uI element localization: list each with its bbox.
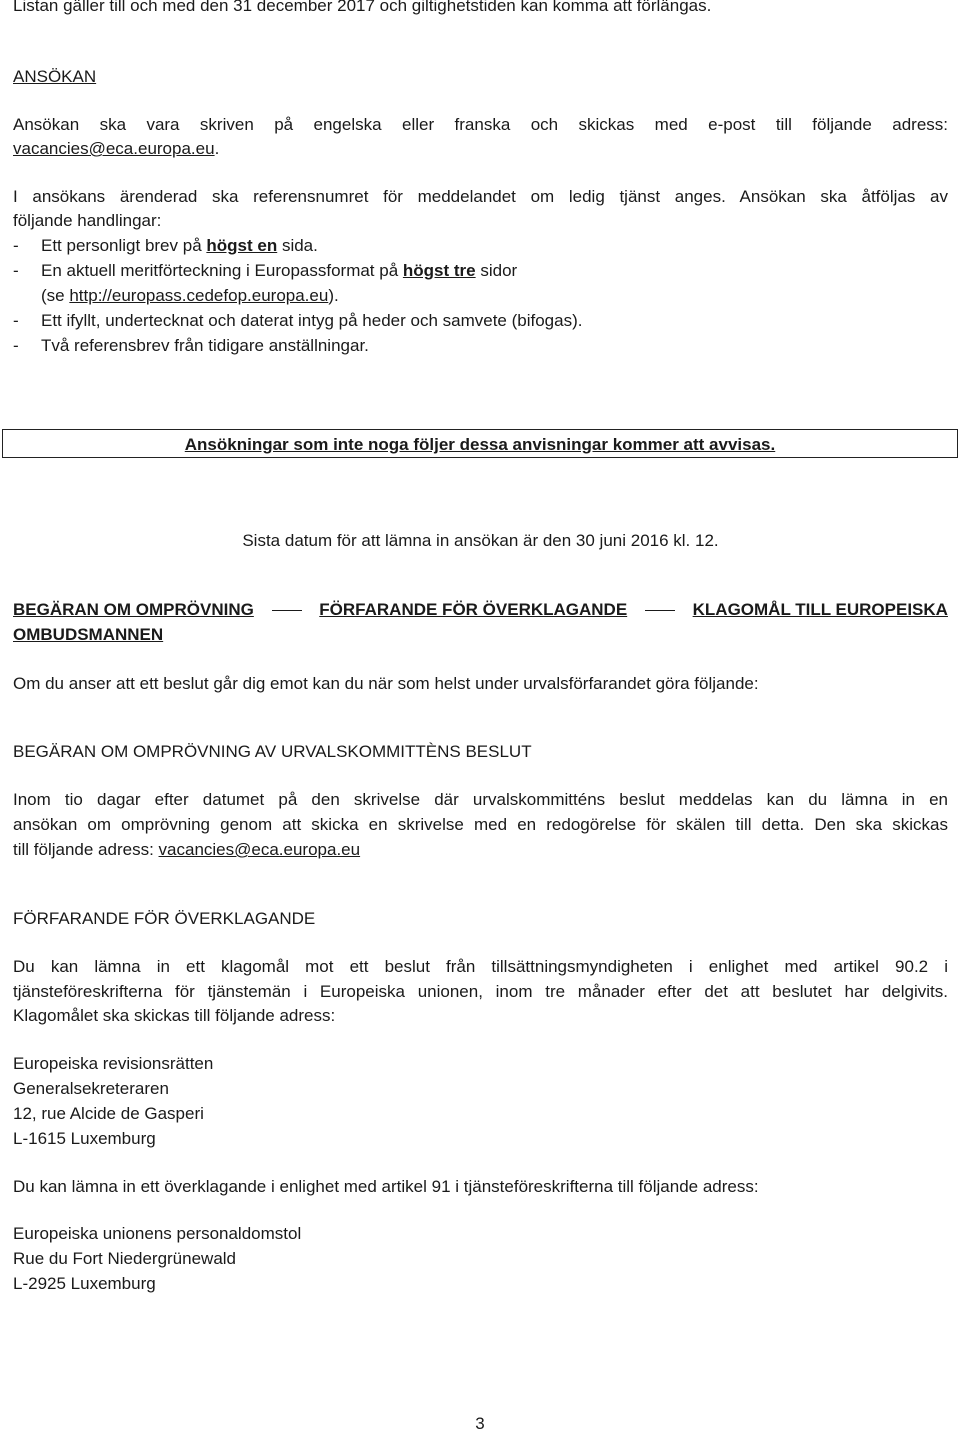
omprovning-line2: ansökan om omprövning genom att skicka en skrivelse med en redogörelse för skälen till detta. Den ska skickas	[13, 815, 948, 834]
europass-link[interactable]: http://europass.cedefop.europa.eu	[69, 286, 329, 305]
omprovning-line1: Inom tio dagar efter datumet på den skrivelse där urvalskommitténs beslut meddelas kan du lämna in en	[13, 790, 948, 809]
list-bullet: -	[13, 336, 19, 355]
omprovning-heading: BEGÄRAN OM OMPRÖVNING AV URVALSKOMMITTÈNS BESLUT	[13, 742, 532, 761]
address-line: 12, rue Alcide de Gasperi	[13, 1104, 204, 1123]
list-item: - Ett ifyllt, undertecknat och daterat intyg på heder och samvete (bifogas).	[13, 311, 583, 330]
ansokan-para-line2	[13, 139, 219, 159]
address-line: Europeiska revisionsrätten	[13, 1054, 214, 1073]
address-line: L-1615 Luxemburg	[13, 1129, 156, 1148]
overklagande-line2: tjänsteföreskrifterna för tjänstemän i Europeiska unionen, inom tre månader efter det att beslutet har delgivits.	[13, 982, 948, 1001]
overklagande-91-para: Du kan lämna in ett överklagande i enlighet med artikel 91 i tjänsteföreskrifterna till följande adress:	[13, 1177, 759, 1196]
em-dash-rule	[645, 610, 675, 611]
section-heading-line2: OMBUDSMANNEN	[13, 625, 164, 644]
deadline-text: Sista datum för att lämna in ansökan är den 30 juni 2016 kl. 12.	[242, 531, 719, 550]
overklagande-heading: FÖRFARANDE FÖR ÖVERKLAGANDE	[13, 909, 316, 928]
ansokan-email-suffix: .	[214, 139, 220, 158]
validity-line: Listan gäller till och med den 31 december 2017 och giltighetstiden kan komma att förlängas.	[13, 0, 712, 15]
intro-para: Om du anser att ett beslut går dig emot kan du när som helst under urvalsförfarandet göra följande:	[13, 674, 759, 693]
warning-text: Ansökningar som inte noga följer dessa anvisningar kommer att avvisas.	[184, 435, 776, 454]
address-line: L-2925 Luxemburg	[13, 1274, 156, 1293]
omprovning-email-link[interactable]: vacancies@eca.europa.eu	[158, 840, 361, 859]
list-item: - Två referensbrev från tidigare anställningar.	[13, 336, 369, 355]
ansokan-para-line1: Ansökan ska vara skriven på engelska eller franska och skickas med e-post till följande adress:	[13, 115, 948, 134]
omprovning-line3: till följande adress: vacancies@eca.europa.eu	[13, 840, 361, 859]
list-bullet: -	[13, 311, 19, 330]
list-item: - En aktuell meritförteckning i Europassformat på högst tre sidor	[13, 261, 518, 280]
list-bullet: -	[13, 236, 19, 255]
ref-para-line1: I ansökans ärenderad ska referensnumret för meddelandet om ledig tjänst anges. Ansökan ska åtföljas av	[13, 187, 948, 206]
heading-part: BEGÄRAN OM OMPRÖVNING	[13, 600, 254, 619]
em-dash-rule	[272, 610, 302, 611]
overklagande-line1: Du kan lämna in ett klagomål mot ett beslut från tillsättningsmyndigheten i enlighet med artikel 90.2 i	[13, 957, 948, 976]
ansokan-heading: ANSÖKAN	[13, 67, 97, 86]
ansokan-email-link[interactable]: vacancies@eca.europa.eu	[13, 139, 215, 158]
warning-box	[2, 429, 958, 458]
list-item: - Ett personligt brev på högst en sida.	[13, 236, 318, 255]
overklagande-line3: Klagomålet ska skickas till följande adress:	[13, 1006, 336, 1025]
emphasis: högst en	[206, 236, 278, 255]
address-line: Rue du Fort Niedergrünewald	[13, 1249, 237, 1268]
list-bullet: -	[13, 261, 19, 280]
section-heading-line1	[13, 600, 948, 620]
list-item-continuation: (se http://europass.cedefop.europa.eu).	[41, 286, 339, 305]
address-line: Generalsekreteraren	[13, 1079, 169, 1098]
heading-part: FÖRFARANDE FÖR ÖVERKLAGANDE	[319, 600, 628, 619]
heading-part: KLAGOMÅL TILL EUROPEISKA	[692, 600, 948, 619]
ref-para-line2: följande handlingar:	[13, 211, 162, 230]
address-line: Europeiska unionens personaldomstol	[13, 1224, 302, 1243]
emphasis: högst tre	[402, 261, 476, 280]
page-number: 3	[475, 1414, 485, 1433]
